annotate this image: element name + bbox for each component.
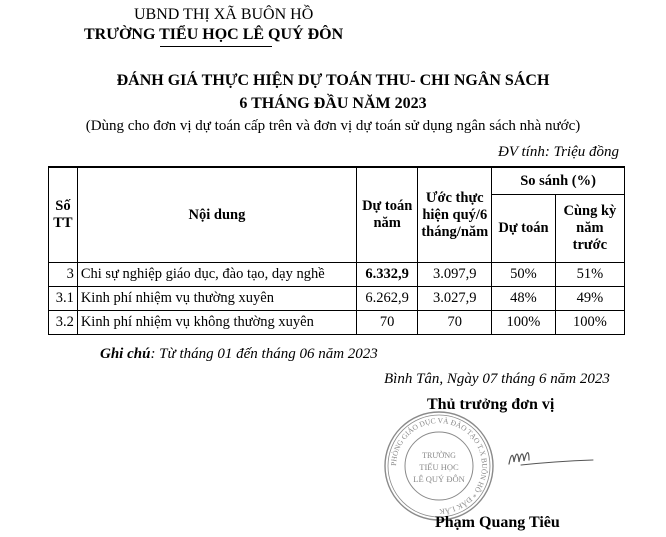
cell-ss-cung-ky: 49% xyxy=(555,287,624,311)
table-header-row xyxy=(49,167,625,195)
cell-uoc: 3.027,9 xyxy=(418,287,492,311)
cell-noi-dung: Kinh phí nhiệm vụ thường xuyên xyxy=(77,287,356,311)
note xyxy=(100,346,378,363)
cell-stt: 3 xyxy=(49,263,78,287)
signer-name: Phạm Quang Tiêu xyxy=(435,514,560,531)
budget-table xyxy=(48,166,625,335)
seal-center-line1: TRƯỜNG xyxy=(422,451,456,460)
official-seal-icon xyxy=(383,410,495,522)
handwritten-signature-icon xyxy=(485,438,595,478)
header-du-toan: Dự toán năm xyxy=(357,167,418,263)
header-so-sanh: So sánh (%) xyxy=(492,167,625,195)
cell-ss-du-toan: 48% xyxy=(492,287,556,311)
cell-uoc: 70 xyxy=(418,311,492,335)
header-so-sanh-cung-ky: Cùng kỳ năm trước xyxy=(555,195,624,263)
cell-stt: 3.2 xyxy=(49,311,78,335)
cell-ss-cung-ky: 51% xyxy=(555,263,624,287)
document-title-period: 6 THÁNG ĐẦU NĂM 2023 xyxy=(239,95,427,112)
cell-ss-cung-ky: 100% xyxy=(555,311,624,335)
cell-ss-du-toan: 100% xyxy=(492,311,556,335)
cell-uoc: 3.097,9 xyxy=(418,263,492,287)
document-subtitle: (Dùng cho đơn vị dự toán cấp trên và đơn vị dự toán sử dụng ngân sách nhà nước) xyxy=(85,118,581,134)
note-text: : Từ tháng 01 đến tháng 06 năm 2023 xyxy=(150,346,378,362)
cell-du-toan: 6.332,9 xyxy=(357,263,418,287)
cell-noi-dung: Kinh phí nhiệm vụ không thường xuyên xyxy=(77,311,356,335)
table-row xyxy=(49,287,625,311)
unit-label: ĐV tính: Triệu đồng xyxy=(498,144,619,160)
table-row xyxy=(49,263,625,287)
org-name-line1: UBND THỊ XÃ BUÔN HỒ xyxy=(134,6,314,23)
cell-stt: 3.1 xyxy=(49,287,78,311)
cell-du-toan: 6.262,9 xyxy=(357,287,418,311)
cell-du-toan: 70 xyxy=(357,311,418,335)
signer-title: Thủ trưởng đơn vị xyxy=(427,396,555,413)
cell-ss-du-toan: 50% xyxy=(492,263,556,287)
table-row xyxy=(49,311,625,335)
header-uoc-thuc-hien: Ước thực hiện quý/6 tháng/năm xyxy=(418,167,492,263)
signing-date: Bình Tân, Ngày 07 tháng 6 năm 2023 xyxy=(384,371,610,387)
seal-center-line2: TIỂU HỌC xyxy=(419,462,459,472)
note-label: Ghi chú xyxy=(100,346,151,362)
school-name: TRƯỜNG TIỂU HỌC LÊ QUÝ ĐÔN xyxy=(84,26,344,43)
header-noi-dung: Nội dung xyxy=(77,167,356,263)
cell-noi-dung: Chi sự nghiệp giáo dục, đào tạo, dạy nghề xyxy=(77,263,356,287)
school-name-underline xyxy=(160,46,272,47)
document-title: ĐÁNH GIÁ THỰC HIỆN DỰ TOÁN THU- CHI NGÂN SÁCH xyxy=(116,72,550,89)
header-stt: Số TT xyxy=(49,167,78,263)
header-so-sanh-du-toan: Dự toán xyxy=(492,195,556,263)
seal-ring-text: PHÒNG GIÁO DỤC VÀ ĐÀO TẠO T.X BUÔN HỒ * ĐẮK LẮK xyxy=(388,415,490,517)
seal-center-line3: LÊ QUÝ ĐÔN xyxy=(413,474,465,484)
